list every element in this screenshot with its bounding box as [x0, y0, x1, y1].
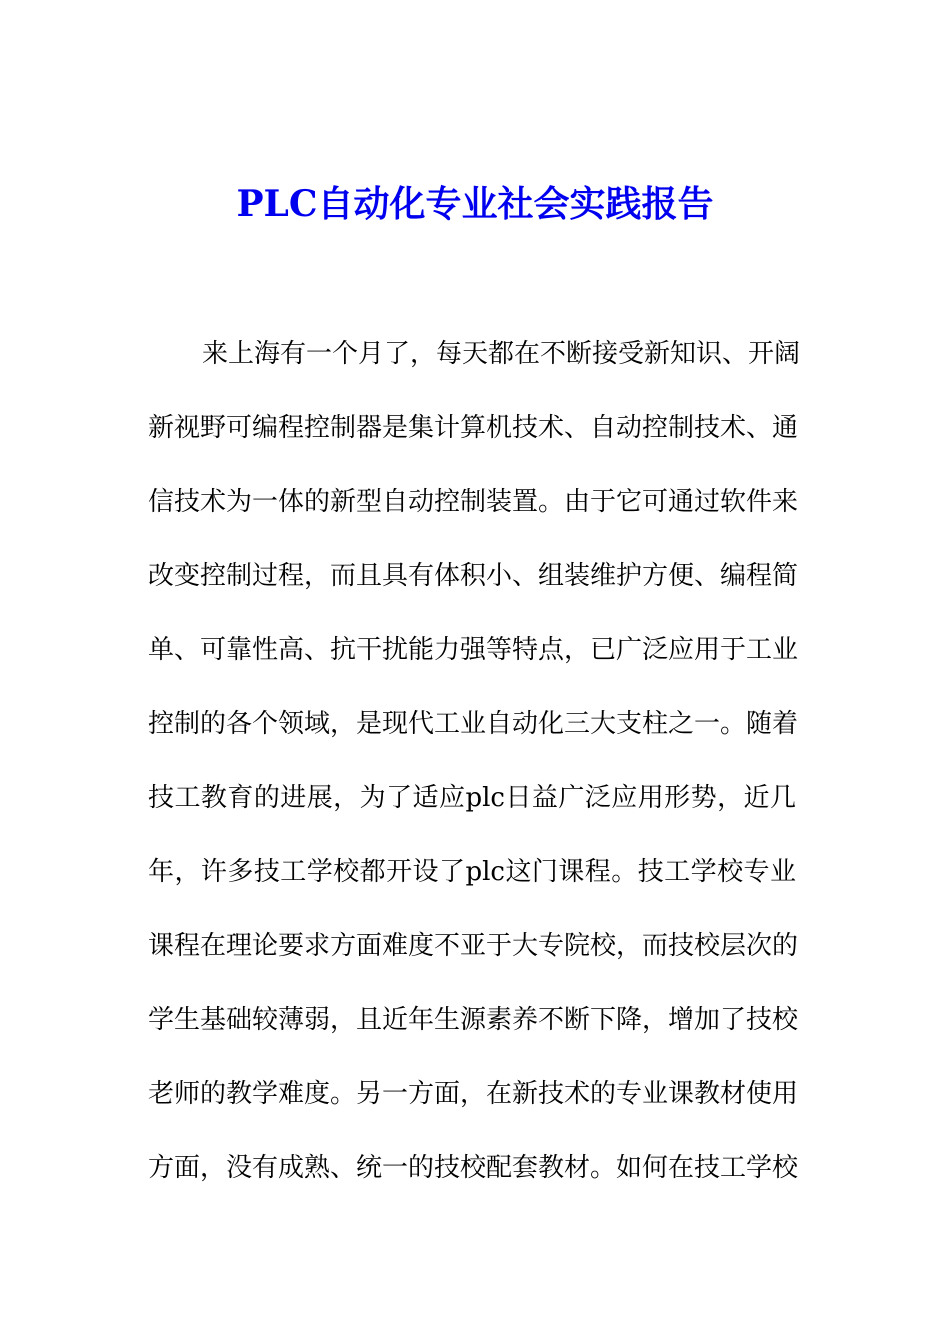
- paragraph-line: 方面，没有成熟、统一的技校配套教材。如何在技工学校: [148, 1153, 799, 1183]
- paragraph-line: 单、可靠性高、抗干扰能力强等特点，已广泛应用于工业: [148, 635, 799, 665]
- paragraph-line: 信技术为一体的新型自动控制装置。由于它可通过软件来: [148, 487, 799, 517]
- paragraph-line: 老师的教学难度。另一方面，在新技术的专业课教材使用: [148, 1079, 799, 1109]
- document-title: PLC自动化专业社会实践报告: [236, 183, 714, 225]
- paragraph-line: 改变控制过程，而且具有体积小、组装维护方便、编程简: [148, 561, 799, 591]
- paragraph-line: 年，许多技工学校都开设了plc这门课程。技工学校专业: [148, 857, 796, 887]
- paragraph-line: 控制的各个领域，是现代工业自动化三大支柱之一。随着: [148, 709, 799, 739]
- paragraph-line: 来上海有一个月了，每天都在不断接受新知识、开阔: [202, 339, 801, 369]
- body-paragraph: [148, 326, 801, 1214]
- paragraph-line: 新视野可编程控制器是集计算机技术、自动控制技术、通: [148, 413, 799, 443]
- paragraph-line: 技工教育的进展，为了适应plc日益广泛应用形势，近几: [148, 783, 796, 813]
- paragraph-line: 课程在理论要求方面难度不亚于大专院校，而技校层次的: [148, 931, 799, 961]
- paragraph-line: 学生基础较薄弱，且近年生源素养不断下降，增加了技校: [148, 1005, 799, 1035]
